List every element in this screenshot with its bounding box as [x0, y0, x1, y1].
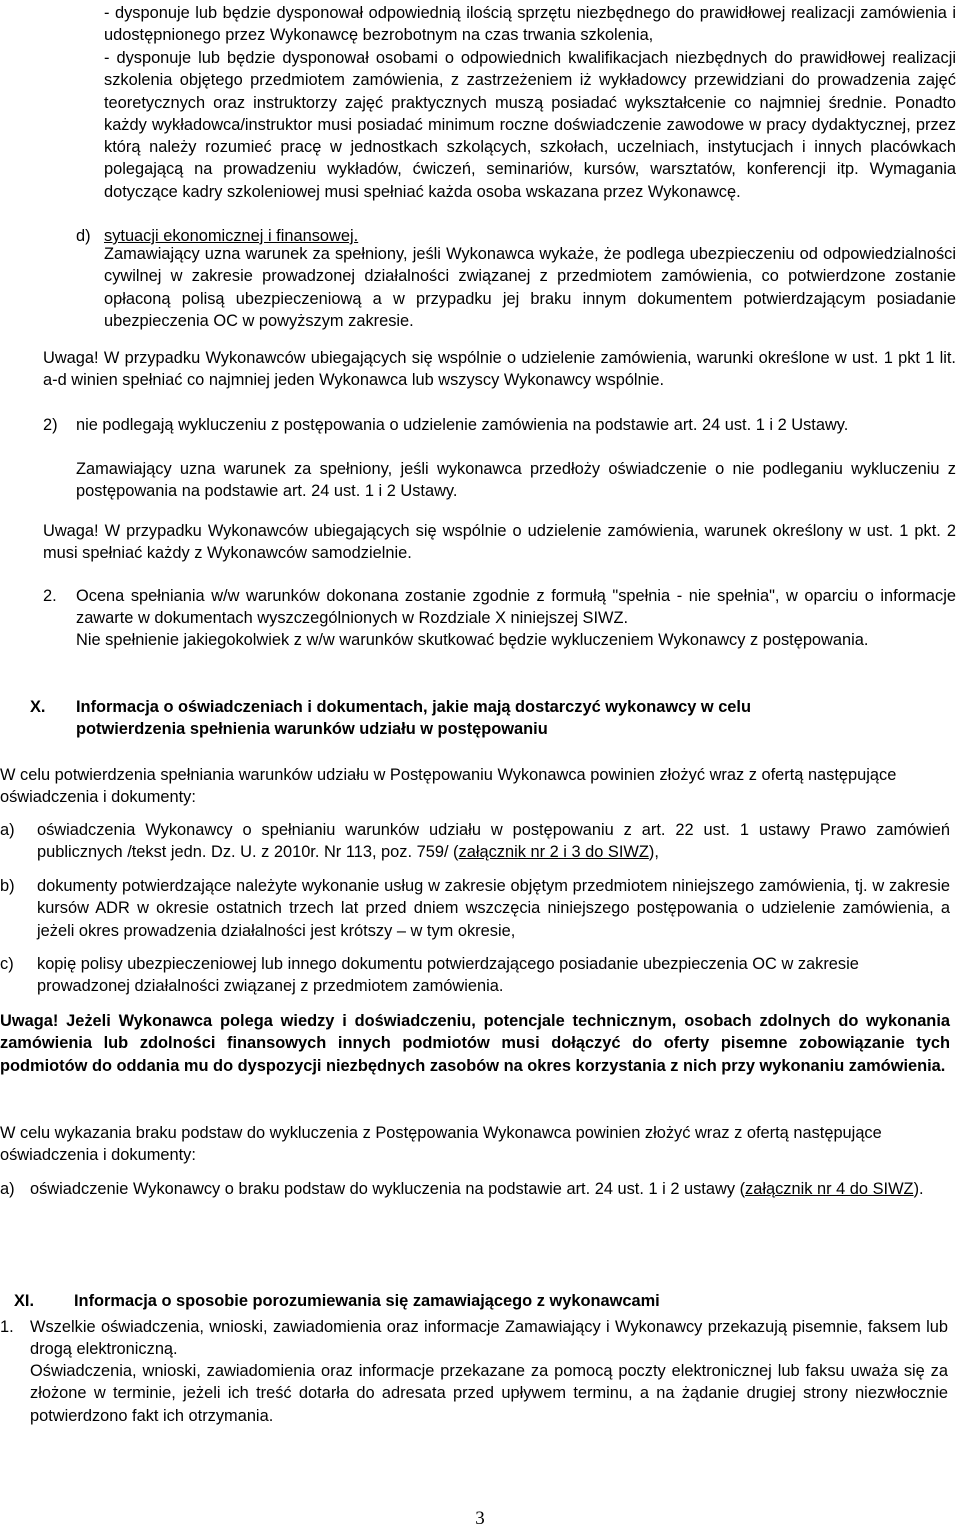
uwaga-joint-bidders-2: Uwaga! W przypadku Wykonawców ubiegających się wspólnie o udzielenie zamówienia, warunek określony w ust. 1 pkt. 2 musi spełniać każdy z Wykonawców samodzielnie. — [43, 522, 956, 563]
annex-2-3-link[interactable]: załącznik nr 2 i 3 do SIWZ — [458, 843, 649, 862]
page-number: 3 — [475, 1508, 485, 1529]
section-x-a2-end: ). — [913, 1180, 924, 1198]
point-2-marker: 2. — [43, 587, 57, 605]
requirement-staff: - dysponuje lub będzie dysponował osobami o odpowiednich kwalifikacjach niezbędnych do prawidłowej realizacji szkolenia objętego przedmiotem zamówienia, z zastrzeżeniem iż wykładowcy przewidziani do prowadzenia zajęć teoretycznych oraz instruktorzy zajęć praktycznych muszą posiadać wykształcenie co najmniej średnie. Ponadto każdy wykładowca/instruktor musi posiadać minimum roczne doświadczenie zawodowe w pracy dydaktycznej, przez którą należy rozumieć pracę w jednostkach szkolących, szkołach, uczelniach, instytucjach i innych placówkach polegającą na prowadzeniu wykładów, ćwiczeń, seminariów, kursów, warsztatów, konferencji itp. Wymagania dotyczące kadry szkoleniowej musi spełniać każda osoba wskazana przez Wykonawcę. — [104, 49, 956, 201]
section-x-number: X. — [30, 698, 46, 716]
uwaga-third-party-resources: Uwaga! Jeżeli Wykonawca polega wiedzy i doświadczeniu, potencjale technicznym, osobach zdolnych do wykonania zamówienia lub zdolności finansowych innych podmiotów musi dołączyć do oferty pisemne zobowiązanie tych podmiotów do oddania mu do dyspozycji niezbędnych zasobów na okres korzystania z nich przy wykonaniu zamówienia. — [0, 1012, 950, 1075]
section-x-c-marker: c) — [0, 955, 14, 973]
uwaga-joint-bidders-1: Uwaga! W przypadku Wykonawców ubiegających się wspólnie o udzielenie zamówienia, warunki określone w ust. 1 pkt 1 lit. a-d winien spełniać co najmniej jeden Wykonawca lub wszyscy Wykonawcy wspólnie. — [43, 349, 956, 390]
item-2-text: nie podlegają wykluczeniu z postępowania o udzielenie zamówienia na podstawie art. 24 ust. 1 i 2 Ustawy. — [76, 416, 849, 434]
section-xi-number: XI. — [14, 1292, 35, 1310]
section-xi-1-body: Oświadczenia, wnioski, zawiadomienia oraz informacje przekazane za pomocą poczty elektronicznej lub faksu uważa się za złożone w terminie, jeżeli ich treść dotarła do adresata przed upływem terminu, a na żądanie drugiej strony niezwłocznie potwierdzono fakt ich otrzymania. — [30, 1362, 948, 1425]
section-x-c-text: kopię polisy ubezpieczeniowej lub innego dokumentu potwierdzającego posiadanie ubezpieczenia OC w zakresie prowadzonej działalności związanej z przedmiotem zamówienia. — [37, 955, 859, 996]
point-2-body: Nie spełnienie jakiegokolwiek z w/w warunków skutkować będzie wykluczeniem Wykonawcy z postępowania. — [76, 631, 869, 649]
section-x-a-text: oświadczenia Wykonawcy o spełnianiu warunków udziału w postępowaniu z art. 22 ust. 1 ustawy Prawo zamówień publicznych /tekst jedn. Dz. U. z 2010r. Nr 113, poz. 759/ ( — [37, 821, 950, 862]
section-xi-title: Informacja o sposobie porozumiewania się zamawiającego z wykonawcami — [74, 1292, 660, 1310]
item-d-marker: d) — [76, 227, 91, 245]
section-x-a2-item — [30, 1178, 930, 1200]
section-x-a2-marker: a) — [0, 1180, 15, 1198]
section-x-intro: W celu potwierdzenia spełniania warunków udziału w Postępowaniu Wykonawca powinien złożyć wraz z ofertą następujące oświadczenia i dokumenty: — [0, 766, 897, 807]
item-2-body: Zamawiający uzna warunek za spełniony, jeśli wykonawca przedłoży oświadczenie o nie podleganiu wykluczeniu z postępowania na podstawie art. 24 ust. 1 i 2 Ustawy. — [76, 460, 956, 501]
section-x-intro-2: W celu wykazania braku podstaw do wykluczenia z Postępowania Wykonawca powinien złożyć wraz z ofertą następujące oświadczenia i dokumenty: — [0, 1124, 882, 1165]
item-d-body: Zamawiający uzna warunek za spełniony, jeśli Wykonawca wykaże, że podlega ubezpieczeniu od odpowiedzialności cywilnej w zakresie prowadzonej działalności związanej z przedmiotem zamówienia, co potwierdzone zostanie opłaconą polisą ubezpieczeniową a w przypadku jej braku innym dokumentem potwierdzającym posiadanie ubezpieczenia OC w powyższym zakresie. — [104, 245, 956, 330]
item-d-label: sytuacji ekonomicznej i finansowej. — [104, 227, 359, 245]
item-2-marker: 2) — [43, 416, 58, 434]
requirement-equipment: - dysponuje lub będzie dysponował odpowiednią ilością sprzętu niezbędnego do prawidłowej realizacji zamówienia i udostępnionego przez Wykonawcę bezrobotnym na czas trwania szkolenia, — [104, 4, 956, 45]
section-xi-1-text: Wszelkie oświadczenia, wnioski, zawiadomienia oraz informacje Zamawiający i Wykonawcy przekazują pisemnie, faksem lub drogą elektroniczną. — [30, 1318, 948, 1359]
section-x-b-text: dokumenty potwierdzające należyte wykonanie usług w zakresie objętym przedmiotem niniejszego zamówienia, tj. w zakresie kursów ADR w okresie ostatnich trzech lat przed dniem wszczęcia niniejszego postępowania o udzielenie zamówienia, a jeżeli okres prowadzenia działalności jest krótszy – w tym okresie, — [37, 877, 950, 940]
section-xi-1-marker: 1. — [0, 1318, 14, 1336]
section-x-title: Informacja o oświadczeniach i dokumentach, jakie mają dostarczyć wykonawcy w celu potwierdzenia spełnienia warunków udziału w postępowaniu — [76, 698, 751, 739]
annex-4-link[interactable]: załącznik nr 4 do SIWZ — [745, 1180, 914, 1198]
point-2-text: Ocena spełniania w/w warunków dokonana zostanie zgodnie z formułą "spełnia - nie spełnia", w oparciu o informacje zawarte w dokumentach wyszczególnionych w Rozdziale X niniejszej SIWZ. — [76, 587, 956, 628]
section-x-a-marker: a) — [0, 821, 15, 839]
section-x-a2-text: oświadczenie Wykonawcy o braku podstaw do wykluczenia na podstawie art. 24 ust. 1 i 2 ustawy ( — [30, 1180, 746, 1198]
section-x-a-end: ), — [648, 843, 659, 862]
section-x-b-marker: b) — [0, 877, 15, 895]
section-x-a-item — [37, 819, 950, 864]
